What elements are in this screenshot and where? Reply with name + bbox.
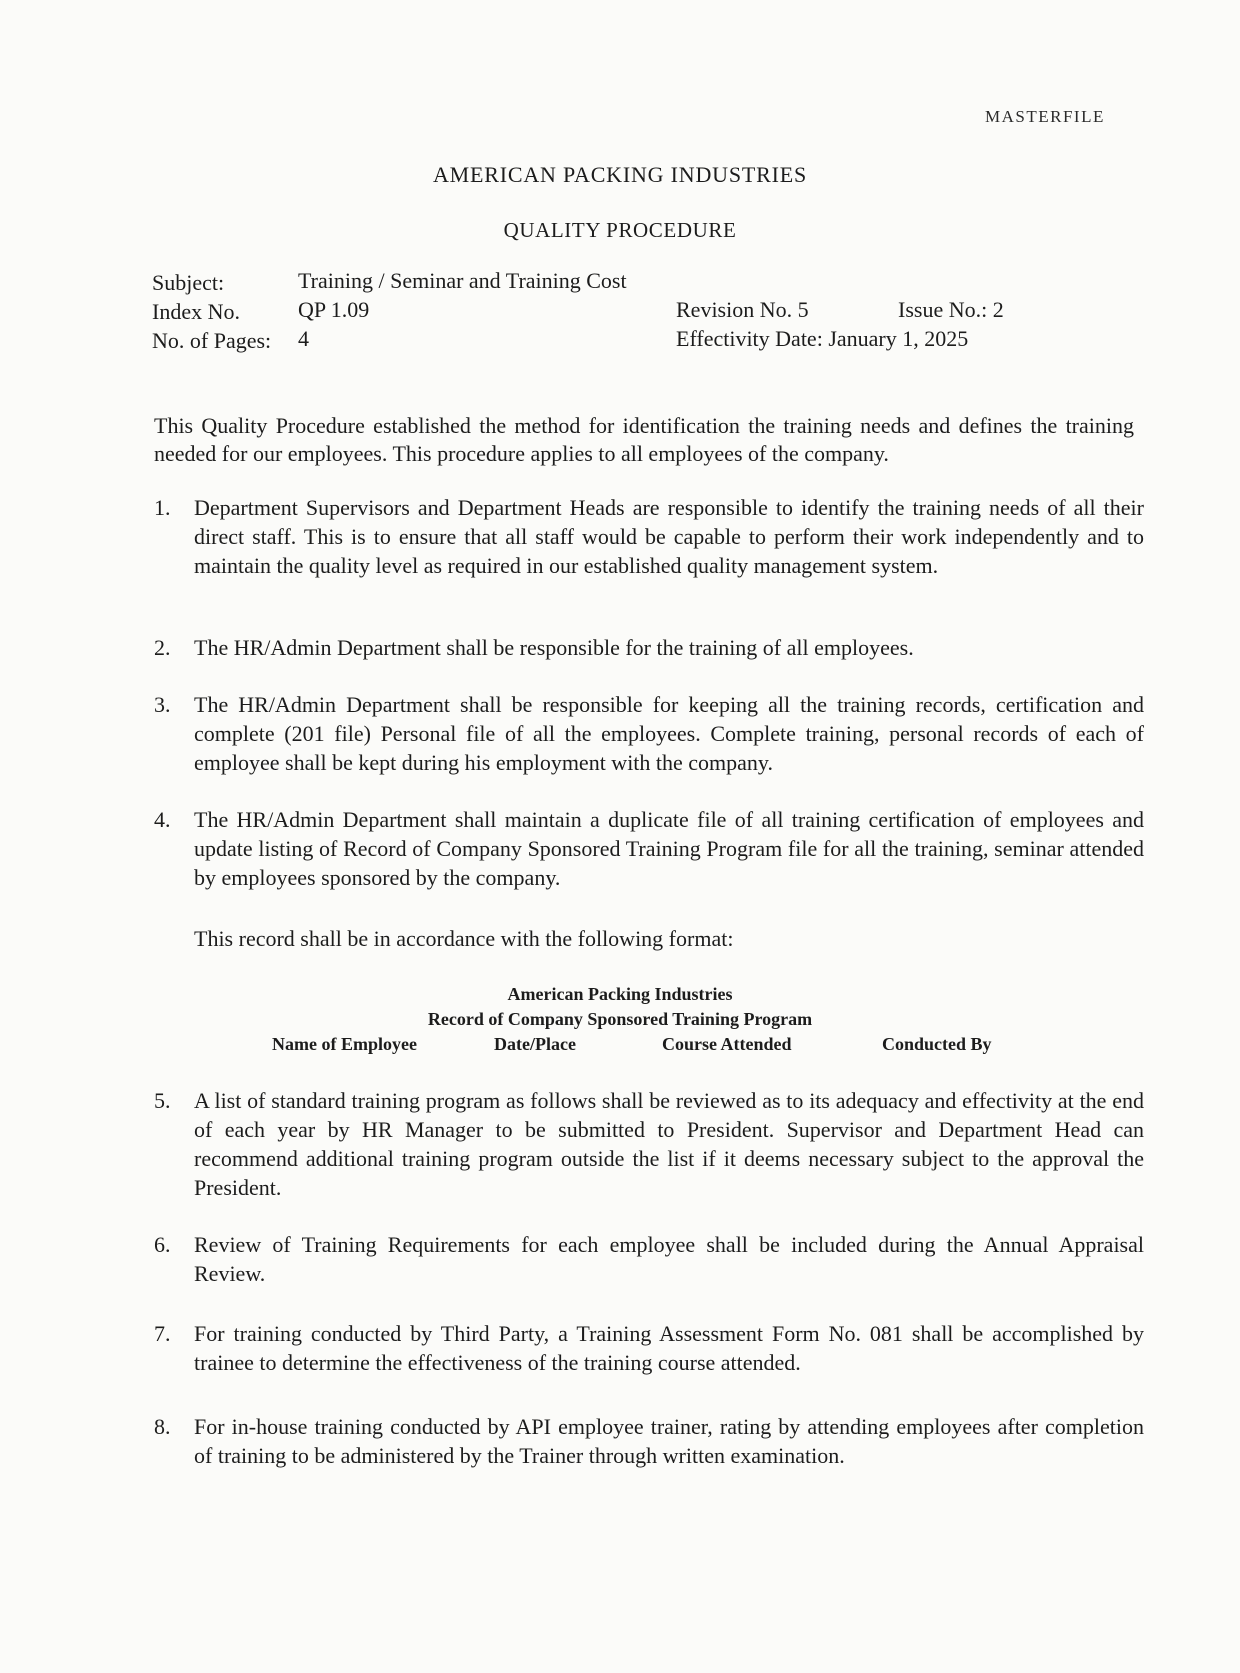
record-company: American Packing Industries [507,984,733,1004]
subject-value: Training / Seminar and Training Cost [298,268,627,293]
item-text: For in-house training conducted by API employee trainer, rating by attending employees after completion of training to be administered by the Trainer through written examination. [194,1414,1144,1468]
list-item [154,1319,1144,1377]
subject-label: Subject: [152,270,225,295]
item-text: The HR/Admin Department shall maintain a duplicate file of all training certification of employees and update listing of Record of Company Sponsored Training Program file for all the training, seminar attended by employees sponsored by the company. [194,807,1144,890]
issue-number: Issue No.: 2 [898,297,1004,322]
list-item [154,690,1144,777]
item-text: Review of Training Requirements for each employee shall be included during the Annual Appraisal Review. [194,1232,1144,1286]
list-item [154,805,1144,892]
column-date-place: Date/Place [494,1034,576,1054]
masterfile-stamp: MASTERFILE [985,107,1105,126]
item-number: 8. [154,1414,171,1439]
record-title: Record of Company Sponsored Training Program [427,1009,813,1029]
column-course-attended: Course Attended [662,1034,792,1054]
list-item [154,1086,1144,1202]
item-number: 1. [154,495,171,520]
company-heading: AMERICAN PACKING INDUSTRIES [432,162,808,187]
list-item [154,493,1144,580]
item-text: The HR/Admin Department shall be responsible for the training of all employees. [194,635,914,660]
list-item [154,633,1144,662]
item-number: 7. [154,1321,171,1346]
item-number: 3. [154,692,171,717]
pages-value: 4 [298,326,309,351]
format-note: This record shall be in accordance with the following format: [194,926,734,951]
item-number: 6. [154,1232,171,1257]
item-number: 4. [154,807,171,832]
index-value: QP 1.09 [298,297,370,322]
effectivity-date: Effectivity Date: January 1, 2025 [676,326,969,351]
list-item [154,1230,1144,1288]
item-text: The HR/Admin Department shall be responsible for keeping all the training records, certification and complete (201 file) Personal file of all the employees. Complete training, personal records of each of employee shall be kept during his employment with the company. [194,692,1144,775]
item-number: 2. [154,635,171,660]
intro-paragraph: This Quality Procedure established the method for identification the training needs and defines the training needed for our employees. This procedure applies to all employees of the company. [154,413,1134,466]
column-name-of-employee: Name of Employee [272,1034,417,1054]
item-text: For training conducted by Third Party, a Training Assessment Form No. 081 shall be accomplished by trainee to determine the effectiveness of the training course attended. [194,1321,1144,1375]
revision-number: Revision No. 5 [676,297,809,322]
index-label: Index No. [152,299,240,324]
document-type-heading: QUALITY PROCEDURE [503,218,737,242]
item-text: Department Supervisors and Department Heads are responsible to identify the training needs of all their direct staff. This is to ensure that all staff would be capable to perform their work independently and to maintain the quality level as required in our established quality management system. [194,495,1144,578]
column-conducted-by: Conducted By [882,1034,992,1054]
pages-label: No. of Pages: [152,328,272,353]
item-text: A list of standard training program as follows shall be reviewed as to its adequacy and effectivity at the end of each year by HR Manager to be submitted to President. Supervisor and Department Head can recommend additional training program outside the list if it deems necessary subject to the approval the President. [194,1088,1144,1200]
list-item [154,1412,1144,1470]
item-number: 5. [154,1088,171,1113]
